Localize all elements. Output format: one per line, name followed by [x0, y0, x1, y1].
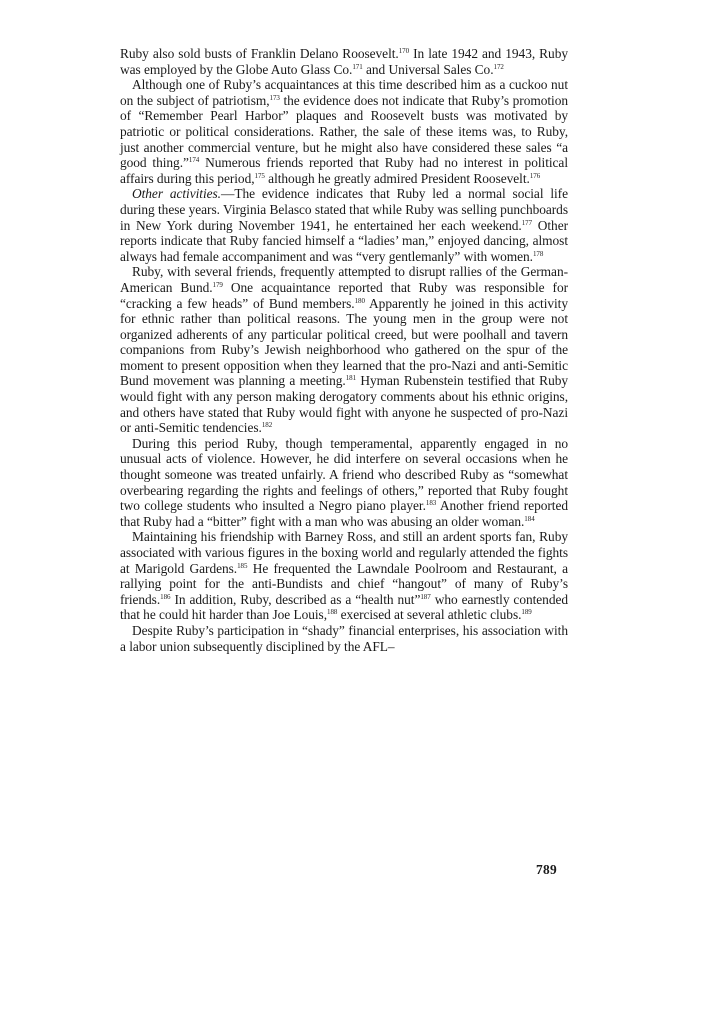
text-run: Ruby also sold busts of Franklin Delano Roosevelt.	[120, 46, 399, 61]
paragraph	[120, 529, 568, 623]
text-run: although he greatly admired President Roosevelt.	[264, 170, 530, 186]
section-heading: Other activities.	[132, 186, 221, 202]
page-number: 789	[536, 862, 557, 877]
footnote-ref: 188	[327, 608, 338, 617]
footnote-ref: 178	[532, 249, 544, 258]
paragraph	[120, 264, 568, 436]
text-run: During this period Ruby, though temperamental, apparently engaged in no unusual acts of violence. However, he did interfere on several occasions when he thought someone was treated unfairly. A friend who described Ruby as “somewhat overbearing regarding the rights and feelings of others,” reported that Ruby fought two college students who insulted a Negro piano player.	[120, 435, 568, 514]
text-run: One acquaintance reported that Ruby was responsible for “cracking a few heads” of Bund members.	[120, 279, 568, 311]
paragraph	[120, 186, 568, 264]
text-run: Hyman Rubenstein testified that Ruby would fight with any person making derogatory comments about his ethnic origins, and others have stated that Ruby would fight with anyone he suspected of pro-Nazi or anti-Semitic tendencies.	[120, 373, 569, 436]
paragraph	[120, 623, 568, 654]
text-run: He frequented the Lawndale Poolroom and Restaurant, a rallying point for the anti-Bundists and chief “hangout” of many of Ruby’s friends.	[120, 560, 568, 607]
text-run: exercised at several athletic clubs.	[337, 607, 522, 623]
text-run: Apparently he joined in this activity for ethnic rather than political reasons. The young men in the group were not organized adherents of any particular political creed, but were poolhall and tavern companions from Ruby’s Jewish neighborhood who gathered on the spur of the moment to present opposition when they learned that the pro-Nazi and anti-Semitic Bund movement was planning a meeting.	[120, 295, 568, 389]
footnote-ref: 170	[398, 47, 410, 55]
footnote-ref: 184	[524, 514, 535, 523]
footnote-ref: 185	[237, 561, 248, 570]
text-run: who earnestly contended that he could hit harder than Joe Louis,	[120, 591, 569, 623]
footnote-ref: 176	[529, 171, 541, 180]
footnote-ref: 183	[425, 499, 437, 508]
footnote-ref: 186	[160, 592, 171, 601]
footnote-ref: 175	[254, 171, 265, 180]
paragraph	[120, 436, 568, 530]
text-run: Ruby, with several friends, frequently attempted to disrupt rallies of the German-American Bund.	[120, 264, 568, 295]
paragraph	[120, 46, 568, 77]
text-run: Maintaining his friendship with Barney Ross, and still an ardent sports fan, Ruby associated with various figures in the boxing world and regularly attended the fights at Marigold Gardens.	[120, 529, 568, 576]
text-run: In addition, Ruby, described as a “health nut”	[170, 591, 421, 607]
footnote-ref: 172	[493, 62, 504, 71]
footnote-ref: 187	[420, 592, 431, 601]
text-run: and Universal Sales Co.	[362, 61, 494, 77]
text-run: In late 1942 and 1943, Ruby was employed by the Globe Auto Glass Co.	[120, 46, 568, 77]
footnote-ref: 173	[269, 93, 280, 102]
text-run: Numerous friends reported that Ruby had no interest in political affairs during this period,	[120, 155, 568, 186]
text-run: the evidence does not indicate that Ruby’s promotion of “Remember Pearl Harbor” plaques and Roosevelt busts was motivated by patriotic or political considerations. Rather, the sale of these items was, to Ruby, just another commercial venture, but he might also have considered these sales “a good thing.”	[120, 92, 568, 171]
text-run: —The evidence indicates that Ruby led a normal social life during these years. Virginia Belasco stated that while Ruby was selling punchboards in New York during November 1941, he entertained her each weekend.	[120, 186, 568, 233]
footnote-ref: 171	[352, 62, 363, 71]
paragraph	[120, 77, 568, 186]
footnote-ref: 177	[521, 218, 533, 227]
footnote-ref: 179	[212, 280, 223, 289]
document-page	[120, 46, 568, 654]
text-run: Other reports indicate that Ruby fancied himself a “ladies’ man,” enjoyed dancing, almost always had female accompaniment and was “very gentlemanly” with women.	[120, 217, 569, 264]
footnote-ref: 189	[521, 608, 532, 617]
text-run: Another friend reported that Ruby had a “bitter” fight with a man who was abusing an older woman.	[120, 498, 568, 529]
body-text	[120, 46, 568, 654]
text-run: Despite Ruby’s participation in “shady” financial enterprises, his association with a labor union subsequently disciplined by the AFL–	[120, 622, 568, 654]
footnote-ref: 181	[345, 374, 357, 383]
text-run: Although one of Ruby’s acquaintances at this time described him as a cuckoo nut on the subject of patriotism,	[120, 77, 568, 108]
footnote-ref: 182	[261, 421, 273, 430]
footnote-ref: 180	[354, 296, 365, 305]
footnote-ref: 174	[188, 156, 200, 165]
